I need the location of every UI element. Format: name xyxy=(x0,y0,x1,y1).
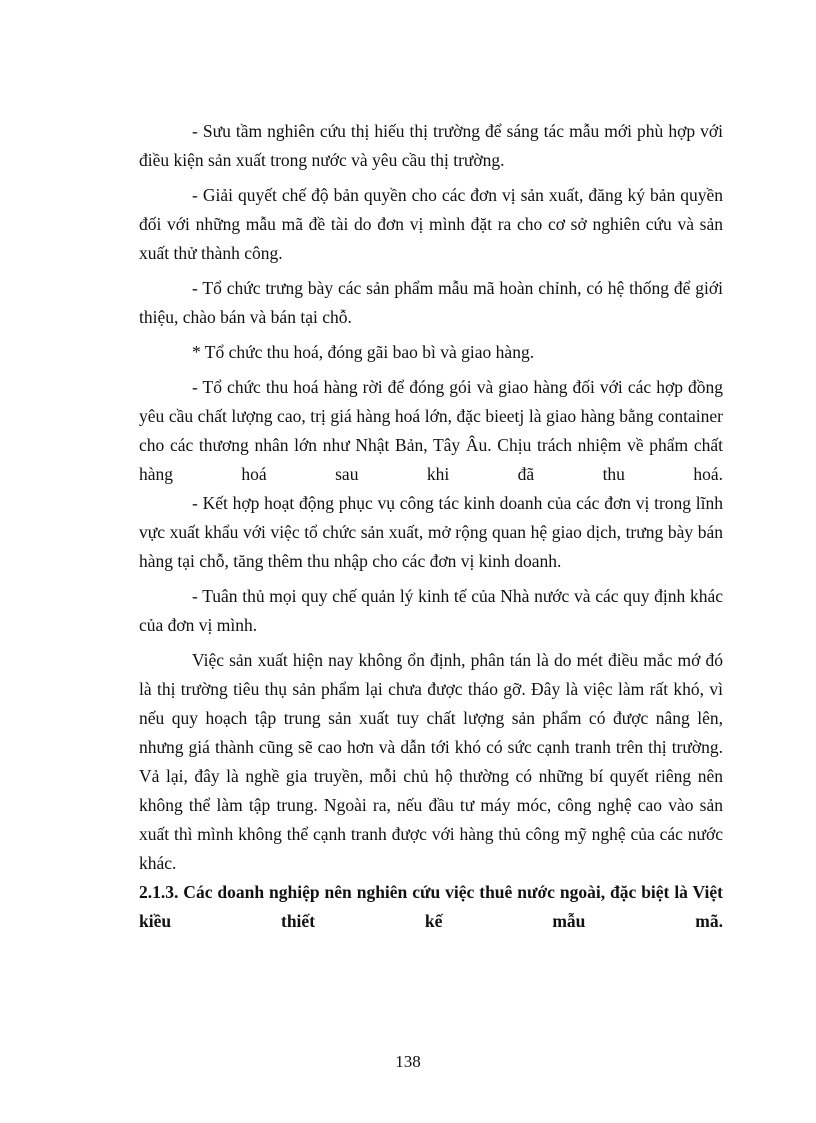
paragraph-copyright: - Giải quyết chế độ bản quyền cho các đơn vị sản xuất, đăng ký bản quyền đối với những mẫu mã đề tài do đơn vị mình đặt ra cho cơ sở nghiên cứu và sản xuất thử thành công. xyxy=(139,185,723,263)
paragraph-research-market: - Sưu tầm nghiên cứu thị hiếu thị trường để sáng tác mẫu mới phù hợp với điều kiện sản xuất trong nước và yêu cầu thị trường. xyxy=(139,121,723,170)
paragraph-business-cooperation: - Kết hợp hoạt động phục vụ công tác kinh doanh của các đơn vị trong lĩnh vực xuất khẩu với việc tổ chức sản xuất, mở rộng quan hệ giao dịch, trưng bày bán hàng tại chỗ, tăng thêm thu nhập cho các đơn vị kinh doanh. xyxy=(139,493,723,571)
paragraph-bulk-packaging: - Tổ chức thu hoá hàng rời để đóng gói và giao hàng đối với các hợp đồng yêu cầu chất lượng cao, trị giá hàng hoá lớn, đặc bieetj là giao hàng bằng container cho các thương nhân lớn như Nhật Bản, Tây Âu. Chịu trách nhiệm về phẩm chất hàng hoá sau khi đã thu hoá. xyxy=(139,377,723,484)
page-number: 138 xyxy=(395,1052,421,1071)
paragraph-packaging-subheading: * Tổ chức thu hoá, đóng gãi bao bì và giao hàng. xyxy=(192,342,535,362)
paragraph-compliance: - Tuân thủ mọi quy chế quản lý kinh tế của Nhà nước và các quy định khác của đơn vị mình. xyxy=(139,586,723,635)
paragraph-display-products: - Tổ chức trưng bày các sản phẩm mẫu mã hoàn chỉnh, có hệ thống để giới thiệu, chào bán và bán tại chỗ. xyxy=(139,278,723,327)
paragraph-production-analysis: Việc sản xuất hiện nay không ổn định, phân tán là do mét điều mắc mớ đó là thị trường tiêu thụ sản phẩm lại chưa được tháo gỡ. Đây là việc làm rất khó, vì nếu quy hoạch tập trung sản xuất tuy chất lượng sản phẩm có được nâng lên, nhưng giá thành cũng sẽ cao hơn và dẫn tới khó có sức cạnh tranh trên thị trường. Vả lại, đây là nghề gia truyền, mỗi chủ hộ thường có những bí quyết riêng nên không thể làm tập trung. Ngoài ra, nếu đầu tư máy móc, công nghệ cao vào sản xuất thì mình không thể cạnh tranh được với hàng thủ công mỹ nghệ của các nước khác. xyxy=(139,650,723,873)
document-body xyxy=(139,117,723,936)
section-heading: 2.1.3. Các doanh nghiệp nên nghiên cứu việc thuê nước ngoài, đặc biệt là Việt kiều thiết kế mẫu mã. xyxy=(139,882,723,931)
